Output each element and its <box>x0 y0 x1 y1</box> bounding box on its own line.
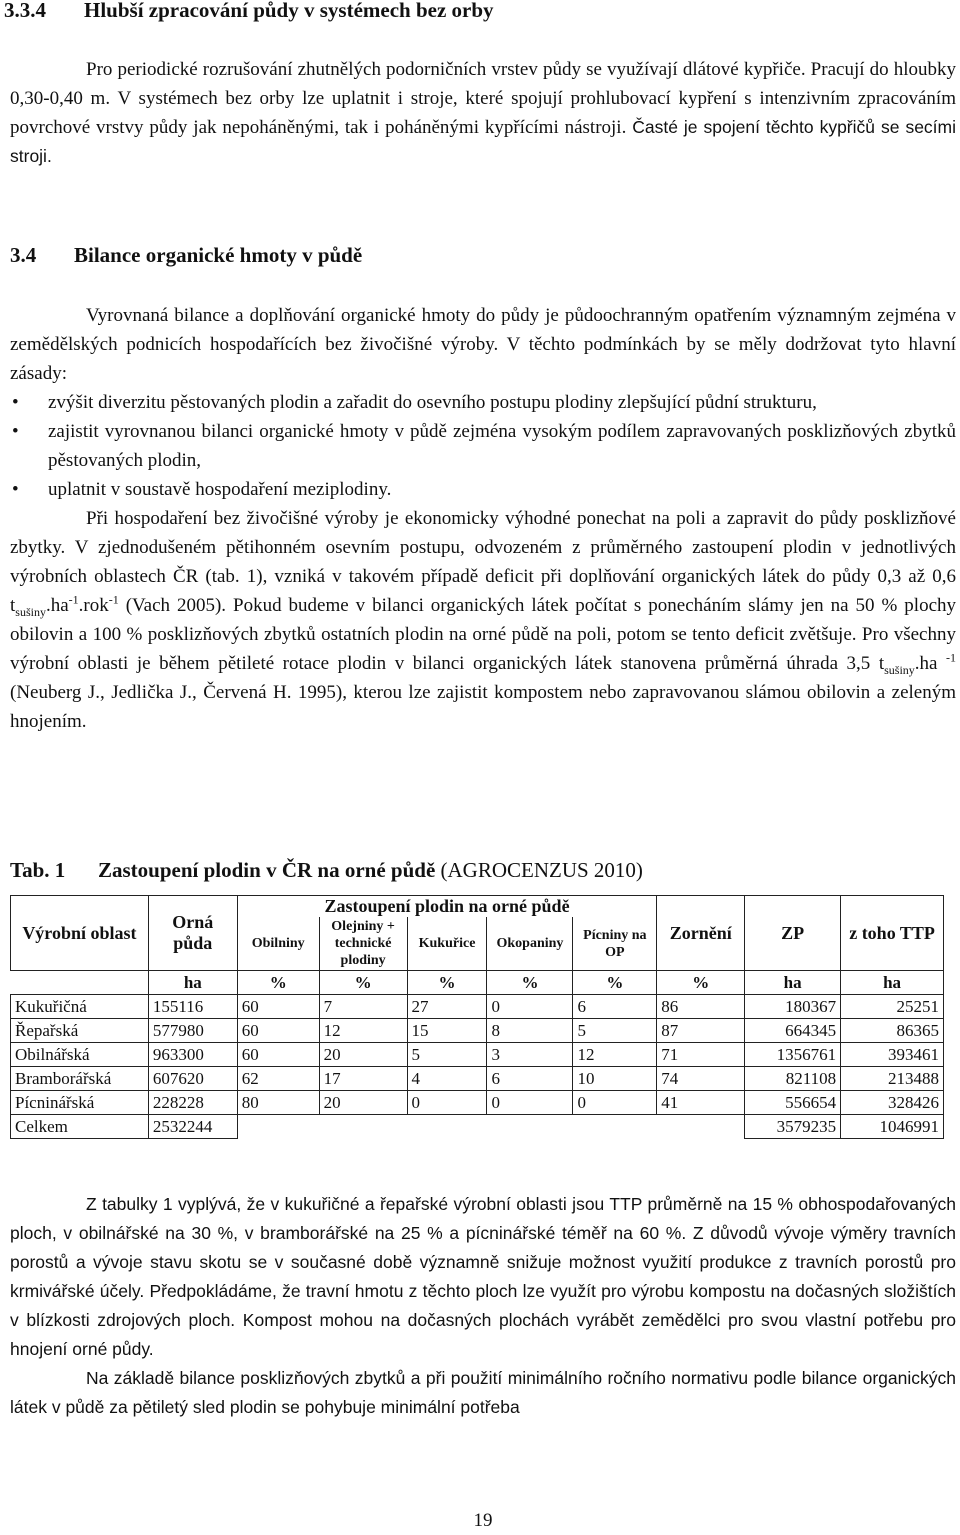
list-item-text: zajistit vyrovnanou bilanci organické hmoty v půdě zejména vysokým podílem zapravovaných posklizňových zbytků pěstovaných plodin, <box>48 421 956 471</box>
paragraph-text: V těchto podmínkách by se měly dodržovat tyto hlavní zásady: <box>10 334 956 384</box>
cell-value: 3 <box>487 1043 573 1067</box>
total-empty <box>237 1115 744 1139</box>
cell-value: 7 <box>319 995 407 1019</box>
unit-cell: % <box>319 971 407 995</box>
paragraph-deep-tillage <box>10 55 956 171</box>
header-crop: Kukuřice <box>407 917 487 971</box>
list-item <box>10 475 956 504</box>
cell-value: 0 <box>573 1091 657 1115</box>
cell-ttp: 25251 <box>841 995 944 1019</box>
table-row <box>11 1067 944 1091</box>
table-row <box>11 1091 944 1115</box>
paragraph-text: Vyrovnaná bilance a doplňování organické hmoty do půdy je půdoochranným opatřením významným zejména v zemědělských podnicích hospodařících bez živočišné výroby. <box>10 305 956 355</box>
cell-value: 87 <box>657 1019 745 1043</box>
cell-ttp: 213488 <box>841 1067 944 1091</box>
cell-value: 5 <box>573 1019 657 1043</box>
bullet-icon: • <box>12 421 19 442</box>
organic-matter-section <box>10 301 956 736</box>
cell-ttp: 328426 <box>841 1091 944 1115</box>
subscript: sušiny <box>15 604 46 619</box>
cell-arable: 577980 <box>148 1019 237 1043</box>
cell-arable: 155116 <box>148 995 237 1019</box>
unit-cell: % <box>407 971 487 995</box>
superscript: -1 <box>108 592 119 607</box>
cell-value: 12 <box>319 1019 407 1043</box>
page-number: 19 <box>473 1510 493 1531</box>
header-arable: Orná půda <box>148 896 237 971</box>
cell-zp: 664345 <box>745 1019 841 1043</box>
cell-value: 20 <box>319 1091 407 1115</box>
header-crop: Pícniny na OP <box>573 917 657 971</box>
total-arable: 2532244 <box>148 1115 237 1139</box>
cell-value: 60 <box>237 995 319 1019</box>
unit-cell: % <box>657 971 745 995</box>
cell-arable: 607620 <box>148 1067 237 1091</box>
region-name: Obilnářská <box>11 1043 149 1067</box>
unit-cell: % <box>487 971 573 995</box>
region-name: Kukuřičná <box>11 995 149 1019</box>
section-number: 3.3.4 <box>4 0 46 22</box>
header-crop: Olejniny + technické plodiny <box>319 917 407 971</box>
table-caption <box>10 856 643 885</box>
cell-value: 6 <box>573 995 657 1019</box>
cell-zp: 1356761 <box>745 1043 841 1067</box>
paragraph-text: Pro periodické rozrušování zhutnělých podorničních vrstev půdy se využívají dlátové kypřiče. Pracují do hloubky 0,30-0,40 m. V systémech bez orby lze uplatnit i stroje, které spojují prohlubovací kypření s intenzivním zpracováním povrchové vrstvy půdy jak nepoháněnými, tak i poháněnými kypřícími nástroji. <box>10 59 956 138</box>
header-zorneni: Zornění <box>657 896 745 971</box>
cell-value: 74 <box>657 1067 745 1091</box>
cell-value: 5 <box>407 1043 487 1067</box>
paragraph-text: Při hospodaření bez živočišné výroby je ekonomicky výhodné ponechat na poli a zapravit do půdy posklizňové zbytky. V zjednodušeném pětihonném osevním postupu, odvozeném z průměrného zastoupení plodin v jednotlivých výrobních oblastech ČR (tab. 1), vzniká v takovém případě deficit při doplňování organických látek do půdy 0,3 až 0,6 t <box>10 508 956 616</box>
cell-value: 71 <box>657 1043 745 1067</box>
table-label: Tab. 1 <box>10 858 66 882</box>
cell-value: 0 <box>487 995 573 1019</box>
paragraph-text: .ha <box>45 595 69 616</box>
cell-value: 15 <box>407 1019 487 1043</box>
unit-cell: ha <box>841 971 944 995</box>
unit-cell: ha <box>148 971 237 995</box>
cell-zp: 180367 <box>745 995 841 1019</box>
region-name: Pícninářská <box>11 1091 149 1115</box>
table-row <box>11 995 944 1019</box>
cell-value: 12 <box>573 1043 657 1067</box>
list-item-text: uplatnit v soustavě hospodaření meziplodiny. <box>48 479 392 500</box>
cell-value: 41 <box>657 1091 745 1115</box>
superscript: -1 <box>68 592 79 607</box>
cell-value: 0 <box>407 1091 487 1115</box>
list-item <box>10 417 956 475</box>
header-crop: Okopaniny <box>487 917 573 971</box>
paragraph-text: (Vach 2005). Pokud budeme v bilanci organických látek počítat s ponecháním slámy jen na 50 % plochy obilovin a 100 % posklizňových zbytků ostatních plodin na orné půdě na poli, potom se tento deficit zvětšuje. Pro všechny výrobní oblasti je během pětileté rotace plodin v bilanci organických látek stanovena průměrná úhrada 3,5 t <box>10 595 956 674</box>
paragraph-text-sans: Časté je spojení těchto kypřičů se secími stroji. <box>10 117 957 166</box>
cell-zp: 821108 <box>745 1067 841 1091</box>
cell-arable: 228228 <box>148 1091 237 1115</box>
unit-cell: % <box>237 971 319 995</box>
paragraph-minimal-need: Na základě bilance posklizňových zbytků a při použití minimálního ročního normativu podle bilance organických látek v půdě za pětiletý sled plodin se pohybuje minimální potřeba <box>10 1368 956 1417</box>
list-item-text: zvýšit diverzitu pěstovaných plodin a zařadit do osevního postupu plodiny zlepšující půdní strukturu, <box>48 392 817 413</box>
cell-value: 60 <box>237 1043 319 1067</box>
table-title: Zastoupení plodin v ČR na orné půdě <box>98 858 436 882</box>
bullet-icon: • <box>12 479 19 500</box>
subscript: sušiny <box>884 662 915 677</box>
cell-ttp: 393461 <box>841 1043 944 1067</box>
cell-value: 62 <box>237 1067 319 1091</box>
cell-value: 80 <box>237 1091 319 1115</box>
cell-value: 10 <box>573 1067 657 1091</box>
bullet-icon: • <box>12 392 19 413</box>
section-title: Hlubší zpracování půdy v systémech bez orby <box>84 0 494 22</box>
cell-arable: 963300 <box>148 1043 237 1067</box>
section-heading-3-3-4 <box>4 0 494 25</box>
superscript: -1 <box>946 650 957 665</box>
table-source: (AGROCENZUS 2010) <box>435 858 643 882</box>
unit-cell: ha <box>745 971 841 995</box>
cell-value: 86 <box>657 995 745 1019</box>
cell-value: 0 <box>487 1091 573 1115</box>
closing-section <box>10 1190 956 1422</box>
header-ttp: z toho TTP <box>841 896 944 971</box>
section-heading-3-4 <box>10 241 362 270</box>
cell-value: 20 <box>319 1043 407 1067</box>
list-item <box>10 388 956 417</box>
table-row <box>11 1019 944 1043</box>
principles-list <box>10 388 956 504</box>
units-cell-empty <box>11 971 149 995</box>
cell-value: 6 <box>487 1067 573 1091</box>
table-row <box>11 1043 944 1067</box>
total-zp: 3579235 <box>745 1115 841 1139</box>
header-crop: Obilniny <box>237 917 319 971</box>
cell-value: 4 <box>407 1067 487 1091</box>
header-crop-group: Zastoupení plodin na orné půdě <box>237 896 657 918</box>
paragraph-text: (Neuberg J., Jedlička J., Červená H. 1995), kterou lze zajistit kompostem nebo zapravovanou slámou obilovin a zeleným hnojením. <box>10 682 956 732</box>
table-header-row <box>11 896 944 918</box>
crop-share-table <box>10 895 944 1139</box>
region-name: Řepařská <box>11 1019 149 1043</box>
cell-value: 8 <box>487 1019 573 1043</box>
section-title: Bilance organické hmoty v půdě <box>74 243 363 267</box>
unit-cell: % <box>573 971 657 995</box>
paragraph-text: .rok <box>78 595 109 616</box>
paragraph-ttp: Z tabulky 1 vyplývá, že v kukuřičné a řepařské výrobní oblasti jsou TTP průměrně na 15 % obhospodařovaných ploch, v obilnářské na 30 %, v bramborářské na 25 % a pícninářské téměř na 60 %. Z důvodů vývoje výměry travních porostů a vývoje stavu skotu se v současné době významně snižuje možnost využití produkce z travních porostů pro krmivářské účely. Předpokládáme, že travní hmotu z těchto ploch lze využít pro výrobu kompostu na dočasných složištích v blízkosti zdrojových ploch. Kompost mohou na dočasných plochách vyrábět zemědělci pro svou vlastní potřebu pro hnojení orné půdy. <box>10 1194 956 1359</box>
paragraph-deficit <box>10 504 956 736</box>
total-ttp: 1046991 <box>841 1115 944 1139</box>
paragraph-text: .ha <box>914 653 947 674</box>
cell-ttp: 86365 <box>841 1019 944 1043</box>
section-number: 3.4 <box>10 243 37 267</box>
cell-value: 17 <box>319 1067 407 1091</box>
cell-value: 60 <box>237 1019 319 1043</box>
total-label: Celkem <box>11 1115 149 1139</box>
table-units-row <box>11 971 944 995</box>
region-name: Bramborářská <box>11 1067 149 1091</box>
cell-value: 27 <box>407 995 487 1019</box>
table-total-row <box>11 1115 944 1139</box>
cell-zp: 556654 <box>745 1091 841 1115</box>
header-zp: ZP <box>745 896 841 971</box>
header-region: Výrobní oblast <box>11 896 149 971</box>
